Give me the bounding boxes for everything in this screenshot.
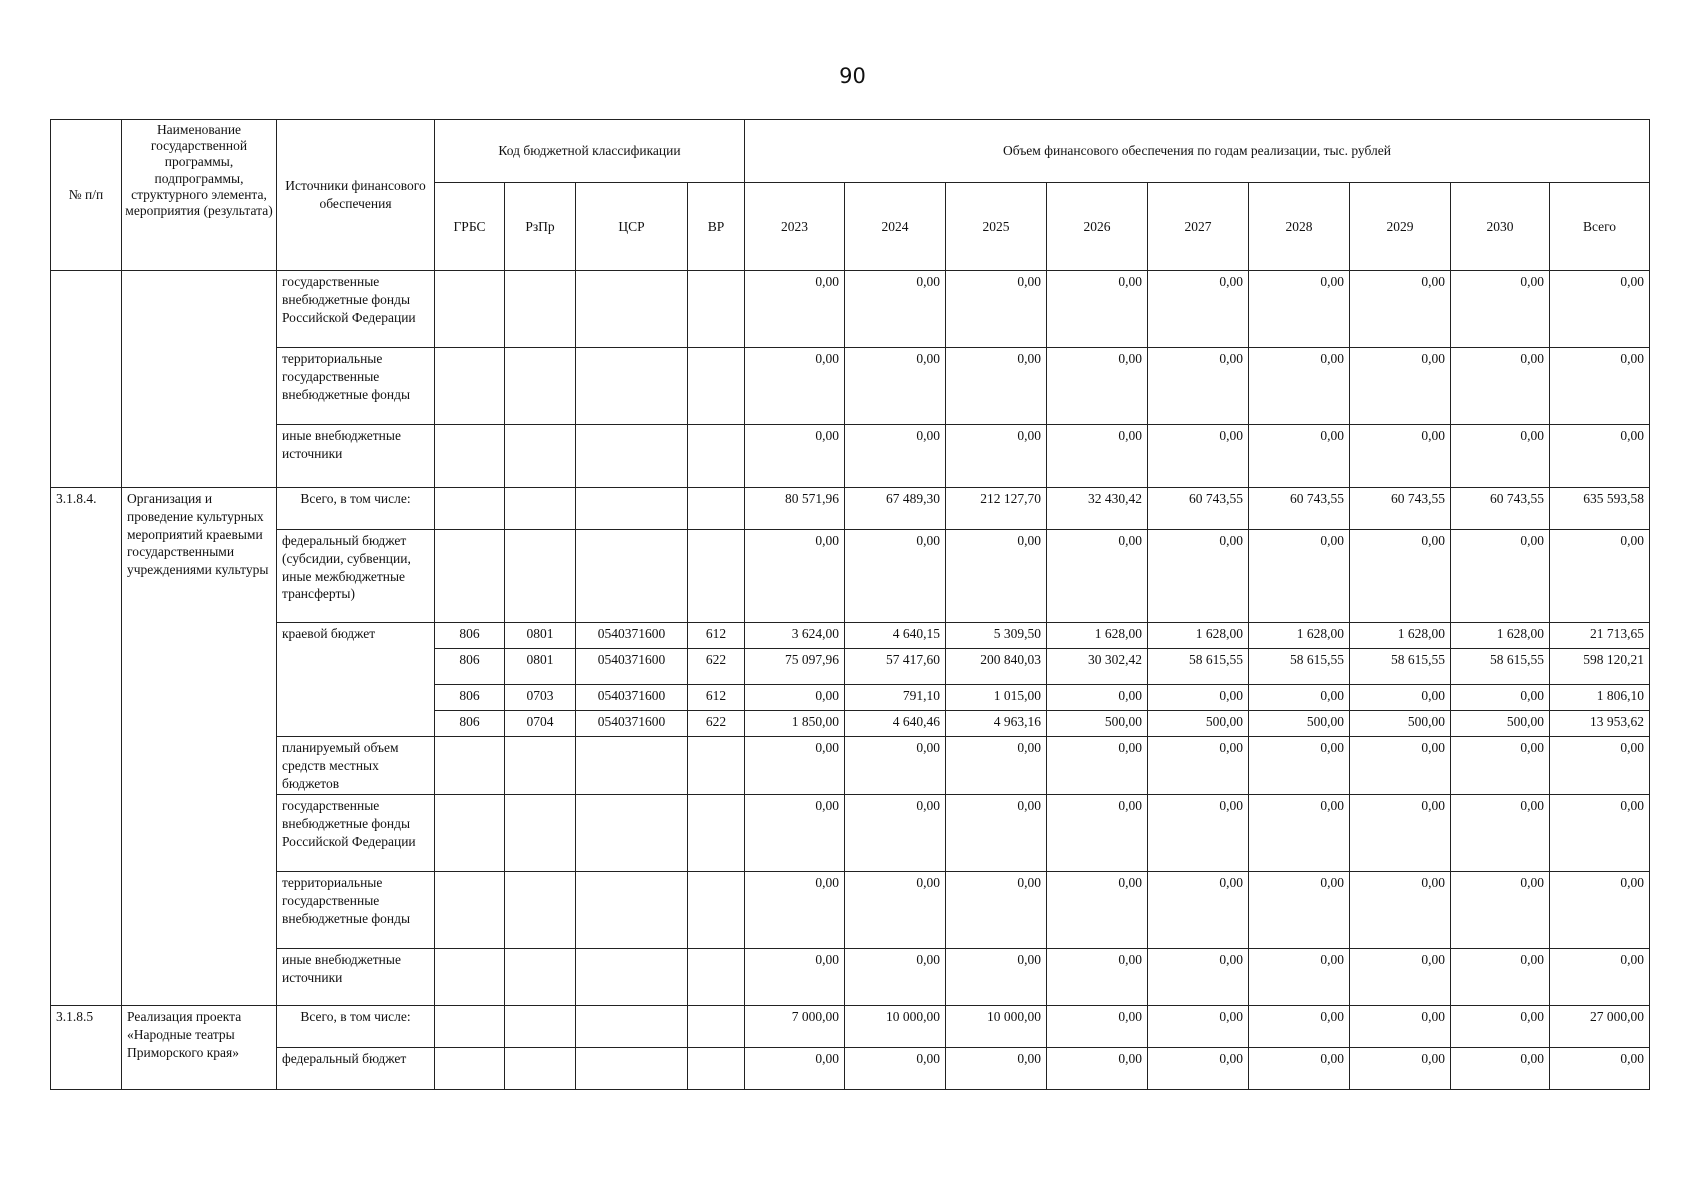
value-cell: 0,00 xyxy=(745,949,845,1006)
header-year: 2028 xyxy=(1249,183,1350,271)
value-cell: 0,00 xyxy=(1047,271,1148,348)
grbs-cell xyxy=(435,795,505,872)
grbs-cell: 806 xyxy=(435,649,505,685)
value-cell: 30 302,42 xyxy=(1047,649,1148,685)
grbs-cell xyxy=(435,488,505,530)
value-cell: 0,00 xyxy=(1451,685,1550,711)
value-cell: 0,00 xyxy=(1451,1048,1550,1090)
csr-cell xyxy=(576,1048,688,1090)
vr-cell xyxy=(688,271,745,348)
table-row xyxy=(51,872,1650,949)
value-cell: 0,00 xyxy=(1550,271,1650,348)
value-cell: 0,00 xyxy=(1148,425,1249,488)
value-cell: 1 628,00 xyxy=(1451,623,1550,649)
table-row xyxy=(51,530,1650,623)
budget-table xyxy=(50,119,1650,1090)
value-cell: 0,00 xyxy=(745,271,845,348)
vr-cell xyxy=(688,348,745,425)
vr-cell xyxy=(688,1048,745,1090)
row-name-cell: Реализация проекта «Народные театры Приморского края» xyxy=(122,1006,277,1090)
csr-cell: 0540371600 xyxy=(576,685,688,711)
value-cell: 1 015,00 xyxy=(946,685,1047,711)
source-cell: государственные внебюджетные фонды Российской Федерации xyxy=(277,795,435,872)
value-cell: 0,00 xyxy=(946,530,1047,623)
grbs-cell xyxy=(435,1006,505,1048)
grbs-cell xyxy=(435,530,505,623)
value-cell: 0,00 xyxy=(845,872,946,949)
value-cell: 0,00 xyxy=(1350,949,1451,1006)
value-cell: 0,00 xyxy=(1249,795,1350,872)
csr-cell: 0540371600 xyxy=(576,649,688,685)
value-cell: 21 713,65 xyxy=(1550,623,1650,649)
table-header xyxy=(51,120,1650,271)
value-cell: 0,00 xyxy=(1350,872,1451,949)
source-cell: Всего, в том числе: xyxy=(277,488,435,530)
vr-cell xyxy=(688,795,745,872)
value-cell: 0,00 xyxy=(1550,949,1650,1006)
value-cell: 635 593,58 xyxy=(1550,488,1650,530)
header-vr: ВР xyxy=(688,183,745,271)
value-cell: 0,00 xyxy=(1451,872,1550,949)
value-cell: 4 640,15 xyxy=(845,623,946,649)
csr-cell xyxy=(576,737,688,795)
value-cell: 67 489,30 xyxy=(845,488,946,530)
value-cell: 0,00 xyxy=(845,530,946,623)
header-volume: Объем финансового обеспечения по годам реализации, тыс. рублей xyxy=(745,120,1650,183)
value-cell: 0,00 xyxy=(946,795,1047,872)
value-cell: 0,00 xyxy=(1550,348,1650,425)
value-cell: 0,00 xyxy=(1249,949,1350,1006)
value-cell: 0,00 xyxy=(1350,685,1451,711)
value-cell: 0,00 xyxy=(1148,530,1249,623)
source-cell: планируемый объем средств местных бюджетов xyxy=(277,737,435,795)
value-cell: 0,00 xyxy=(1350,530,1451,623)
value-cell: 1 850,00 xyxy=(745,711,845,737)
value-cell: 60 743,55 xyxy=(1350,488,1451,530)
rzpr-cell xyxy=(505,271,576,348)
value-cell: 0,00 xyxy=(1350,425,1451,488)
value-cell: 0,00 xyxy=(1249,425,1350,488)
value-cell: 0,00 xyxy=(946,271,1047,348)
value-cell: 0,00 xyxy=(1550,872,1650,949)
value-cell: 0,00 xyxy=(1249,1006,1350,1048)
table-row xyxy=(51,737,1650,795)
value-cell: 0,00 xyxy=(1350,1048,1451,1090)
table-row xyxy=(51,488,1650,530)
value-cell: 598 120,21 xyxy=(1550,649,1650,685)
value-cell: 58 615,55 xyxy=(1148,649,1249,685)
table-row xyxy=(51,348,1650,425)
page-number: 90 xyxy=(839,64,866,88)
value-cell: 0,00 xyxy=(1148,685,1249,711)
value-cell: 0,00 xyxy=(845,949,946,1006)
table-row xyxy=(51,949,1650,1006)
grbs-cell: 806 xyxy=(435,623,505,649)
header-year: 2026 xyxy=(1047,183,1148,271)
csr-cell xyxy=(576,425,688,488)
rzpr-cell xyxy=(505,872,576,949)
row-name-cell: Организация и проведение культурных мероприятий краевыми государственными учреждениями культуры xyxy=(122,488,277,1006)
value-cell: 200 840,03 xyxy=(946,649,1047,685)
value-cell: 1 628,00 xyxy=(1047,623,1148,649)
value-cell: 0,00 xyxy=(1550,530,1650,623)
vr-cell xyxy=(688,872,745,949)
grbs-cell xyxy=(435,348,505,425)
header-csr: ЦСР xyxy=(576,183,688,271)
header-grbs: ГРБС xyxy=(435,183,505,271)
value-cell: 0,00 xyxy=(1550,1048,1650,1090)
grbs-cell xyxy=(435,949,505,1006)
vr-cell: 622 xyxy=(688,711,745,737)
source-cell: иные внебюджетные источники xyxy=(277,425,435,488)
value-cell: 0,00 xyxy=(1047,1048,1148,1090)
value-cell: 0,00 xyxy=(1047,795,1148,872)
grbs-cell: 806 xyxy=(435,685,505,711)
grbs-cell xyxy=(435,1048,505,1090)
value-cell: 500,00 xyxy=(1148,711,1249,737)
value-cell: 1 628,00 xyxy=(1249,623,1350,649)
value-cell: 1 628,00 xyxy=(1148,623,1249,649)
rzpr-cell xyxy=(505,488,576,530)
vr-cell xyxy=(688,488,745,530)
header-year: 2023 xyxy=(745,183,845,271)
value-cell: 0,00 xyxy=(745,425,845,488)
value-cell: 10 000,00 xyxy=(845,1006,946,1048)
header-year: 2024 xyxy=(845,183,946,271)
value-cell: 4 963,16 xyxy=(946,711,1047,737)
value-cell: 1 628,00 xyxy=(1350,623,1451,649)
header-source: Источники финансового обеспечения xyxy=(277,120,435,271)
table-row xyxy=(51,425,1650,488)
value-cell: 27 000,00 xyxy=(1550,1006,1650,1048)
value-cell: 75 097,96 xyxy=(745,649,845,685)
value-cell: 0,00 xyxy=(1047,348,1148,425)
value-cell: 0,00 xyxy=(1451,348,1550,425)
value-cell: 0,00 xyxy=(1148,271,1249,348)
vr-cell xyxy=(688,949,745,1006)
source-cell: краевой бюджет xyxy=(277,623,435,737)
header-total: Всего xyxy=(1550,183,1650,271)
table-row xyxy=(51,795,1650,872)
value-cell: 0,00 xyxy=(1451,530,1550,623)
value-cell: 0,00 xyxy=(745,795,845,872)
value-cell: 0,00 xyxy=(845,1048,946,1090)
vr-cell xyxy=(688,1006,745,1048)
header-rzpr: РзПр xyxy=(505,183,576,271)
value-cell: 0,00 xyxy=(1249,872,1350,949)
grbs-cell xyxy=(435,271,505,348)
value-cell: 0,00 xyxy=(1047,737,1148,795)
table-row xyxy=(51,623,1650,649)
value-cell: 0,00 xyxy=(946,949,1047,1006)
csr-cell xyxy=(576,271,688,348)
source-cell: федеральный бюджет (субсидии, субвенции, иные межбюджетные трансферты) xyxy=(277,530,435,623)
rzpr-cell: 0801 xyxy=(505,649,576,685)
value-cell: 0,00 xyxy=(845,425,946,488)
value-cell: 0,00 xyxy=(745,872,845,949)
rzpr-cell xyxy=(505,737,576,795)
vr-cell xyxy=(688,530,745,623)
source-cell: иные внебюджетные источники xyxy=(277,949,435,1006)
rzpr-cell xyxy=(505,425,576,488)
csr-cell xyxy=(576,1006,688,1048)
header-name: Наименование государственной программы, подпрограммы, структурного элемента, мероприятия (результата) xyxy=(122,120,277,271)
value-cell: 58 615,55 xyxy=(1350,649,1451,685)
value-cell: 0,00 xyxy=(745,530,845,623)
rzpr-cell xyxy=(505,530,576,623)
value-cell: 57 417,60 xyxy=(845,649,946,685)
row-num-cell: 3.1.8.5 xyxy=(51,1006,122,1090)
value-cell: 0,00 xyxy=(1550,425,1650,488)
value-cell: 0,00 xyxy=(745,1048,845,1090)
value-cell: 0,00 xyxy=(845,795,946,872)
value-cell: 0,00 xyxy=(1451,271,1550,348)
vr-cell: 612 xyxy=(688,685,745,711)
value-cell: 0,00 xyxy=(1148,949,1249,1006)
value-cell: 0,00 xyxy=(1350,348,1451,425)
grbs-cell: 806 xyxy=(435,711,505,737)
value-cell: 0,00 xyxy=(1249,737,1350,795)
rzpr-cell xyxy=(505,1048,576,1090)
value-cell: 0,00 xyxy=(1350,271,1451,348)
value-cell: 80 571,96 xyxy=(745,488,845,530)
value-cell: 0,00 xyxy=(1148,795,1249,872)
grbs-cell xyxy=(435,425,505,488)
header-year: 2030 xyxy=(1451,183,1550,271)
header-year: 2027 xyxy=(1148,183,1249,271)
value-cell: 0,00 xyxy=(1047,1006,1148,1048)
grbs-cell xyxy=(435,872,505,949)
value-cell: 0,00 xyxy=(946,737,1047,795)
value-cell: 0,00 xyxy=(1047,949,1148,1006)
rzpr-cell: 0704 xyxy=(505,711,576,737)
source-cell: территориальные государственные внебюджетные фонды xyxy=(277,348,435,425)
value-cell: 0,00 xyxy=(946,1048,1047,1090)
value-cell: 13 953,62 xyxy=(1550,711,1650,737)
rzpr-cell: 0703 xyxy=(505,685,576,711)
vr-cell: 612 xyxy=(688,623,745,649)
row-num-cell xyxy=(51,271,122,488)
value-cell: 0,00 xyxy=(1047,872,1148,949)
value-cell: 0,00 xyxy=(1047,685,1148,711)
value-cell: 791,10 xyxy=(845,685,946,711)
value-cell: 0,00 xyxy=(946,348,1047,425)
value-cell: 0,00 xyxy=(946,425,1047,488)
value-cell: 0,00 xyxy=(1451,795,1550,872)
value-cell: 0,00 xyxy=(745,685,845,711)
value-cell: 4 640,46 xyxy=(845,711,946,737)
value-cell: 0,00 xyxy=(1047,530,1148,623)
source-cell: Всего, в том числе: xyxy=(277,1006,435,1048)
header-year: 2029 xyxy=(1350,183,1451,271)
value-cell: 0,00 xyxy=(1148,737,1249,795)
value-cell: 212 127,70 xyxy=(946,488,1047,530)
value-cell: 3 624,00 xyxy=(745,623,845,649)
value-cell: 0,00 xyxy=(1148,1006,1249,1048)
value-cell: 0,00 xyxy=(1249,348,1350,425)
value-cell: 5 309,50 xyxy=(946,623,1047,649)
rzpr-cell xyxy=(505,1006,576,1048)
table-row xyxy=(51,271,1650,348)
value-cell: 58 615,55 xyxy=(1451,649,1550,685)
value-cell: 0,00 xyxy=(1249,271,1350,348)
csr-cell xyxy=(576,488,688,530)
value-cell: 0,00 xyxy=(1047,425,1148,488)
value-cell: 0,00 xyxy=(1550,795,1650,872)
value-cell: 1 806,10 xyxy=(1550,685,1650,711)
grbs-cell xyxy=(435,737,505,795)
value-cell: 60 743,55 xyxy=(1451,488,1550,530)
vr-cell xyxy=(688,737,745,795)
csr-cell xyxy=(576,348,688,425)
value-cell: 0,00 xyxy=(1350,737,1451,795)
value-cell: 32 430,42 xyxy=(1047,488,1148,530)
value-cell: 0,00 xyxy=(1148,872,1249,949)
rzpr-cell xyxy=(505,949,576,1006)
value-cell: 10 000,00 xyxy=(946,1006,1047,1048)
value-cell: 0,00 xyxy=(845,271,946,348)
row-name-cell xyxy=(122,271,277,488)
value-cell: 0,00 xyxy=(1451,1006,1550,1048)
csr-cell xyxy=(576,795,688,872)
value-cell: 0,00 xyxy=(1350,1006,1451,1048)
header-year: 2025 xyxy=(946,183,1047,271)
value-cell: 0,00 xyxy=(745,348,845,425)
value-cell: 500,00 xyxy=(1249,711,1350,737)
header-num: № п/п xyxy=(51,120,122,271)
table-row xyxy=(51,1006,1650,1048)
csr-cell: 0540371600 xyxy=(576,623,688,649)
value-cell: 0,00 xyxy=(1451,737,1550,795)
rzpr-cell xyxy=(505,348,576,425)
value-cell: 0,00 xyxy=(1249,1048,1350,1090)
value-cell: 60 743,55 xyxy=(1249,488,1350,530)
source-cell: государственные внебюджетные фонды Российской Федерации xyxy=(277,271,435,348)
csr-cell xyxy=(576,949,688,1006)
value-cell: 0,00 xyxy=(1249,685,1350,711)
rzpr-cell xyxy=(505,795,576,872)
value-cell: 0,00 xyxy=(946,872,1047,949)
vr-cell xyxy=(688,425,745,488)
value-cell: 0,00 xyxy=(845,348,946,425)
value-cell: 0,00 xyxy=(1451,425,1550,488)
value-cell: 0,00 xyxy=(845,737,946,795)
value-cell: 500,00 xyxy=(1350,711,1451,737)
csr-cell xyxy=(576,872,688,949)
value-cell: 0,00 xyxy=(1350,795,1451,872)
value-cell: 500,00 xyxy=(1451,711,1550,737)
table-row xyxy=(51,1048,1650,1090)
value-cell: 60 743,55 xyxy=(1148,488,1249,530)
source-cell: федеральный бюджет xyxy=(277,1048,435,1090)
value-cell: 500,00 xyxy=(1047,711,1148,737)
vr-cell: 622 xyxy=(688,649,745,685)
source-cell: территориальные государственные внебюджетные фонды xyxy=(277,872,435,949)
value-cell: 0,00 xyxy=(1550,737,1650,795)
header-kbk: Код бюджетной классификации xyxy=(435,120,745,183)
csr-cell: 0540371600 xyxy=(576,711,688,737)
row-num-cell: 3.1.8.4. xyxy=(51,488,122,1006)
value-cell: 0,00 xyxy=(1148,1048,1249,1090)
value-cell: 7 000,00 xyxy=(745,1006,845,1048)
value-cell: 58 615,55 xyxy=(1249,649,1350,685)
value-cell: 0,00 xyxy=(745,737,845,795)
rzpr-cell: 0801 xyxy=(505,623,576,649)
csr-cell xyxy=(576,530,688,623)
value-cell: 0,00 xyxy=(1249,530,1350,623)
value-cell: 0,00 xyxy=(1148,348,1249,425)
value-cell: 0,00 xyxy=(1451,949,1550,1006)
